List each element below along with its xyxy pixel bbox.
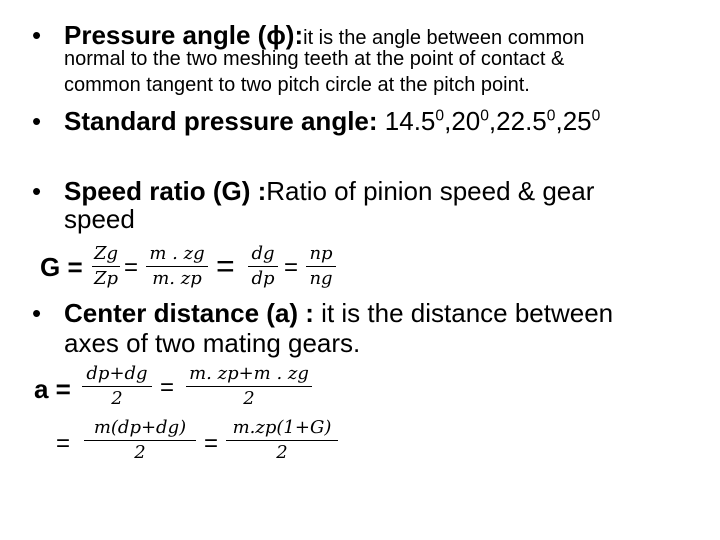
fraction [186, 363, 312, 410]
speed-ratio-term: Speed ratio (G) : [64, 176, 267, 206]
bullet-marker: • [32, 298, 42, 328]
speed-ratio-def-2: speed [64, 204, 135, 234]
equals-sign: = [124, 254, 139, 281]
fraction [248, 243, 278, 290]
fraction [84, 417, 196, 464]
numerator: np [309, 243, 333, 264]
angle-value: 25 [562, 106, 592, 136]
angle-value: 22.5 [496, 106, 547, 136]
fraction [92, 243, 120, 290]
pressure-angle-def-2: normal to the two meshing teeth at the point of contact & [64, 48, 565, 70]
numerator: m(dp+dg) [93, 417, 187, 438]
degree-superscript: 0 [435, 107, 445, 125]
speed-ratio-def-1: Ratio of pinion speed & gear [266, 176, 595, 206]
numerator: dp+dg [86, 363, 148, 384]
denominator: Zp [93, 268, 119, 289]
degree-superscript: 0 [591, 107, 601, 125]
fraction [146, 243, 208, 290]
pressure-angle-line1 [64, 20, 584, 51]
speed-ratio-line1 [64, 176, 594, 207]
fraction-bar [306, 266, 336, 267]
numerator: Zg [93, 243, 119, 264]
equals-sign: = [216, 248, 235, 284]
equals-sign: = [204, 430, 219, 457]
fraction-bar [92, 266, 120, 267]
fraction-bar [248, 266, 278, 267]
numerator: m . zg [149, 243, 205, 264]
separator: , [444, 106, 452, 136]
numerator: m. zp+m . zg [189, 363, 309, 384]
degree-superscript: 0 [480, 107, 489, 125]
fraction-bar [84, 440, 196, 441]
fraction-bar [226, 440, 338, 441]
equals-sign: = [160, 374, 175, 401]
center-distance-def-2: axes of two mating gears. [64, 328, 361, 358]
pressure-angle-def-3: common tangent to two pitch circle at the pitch point. [64, 74, 530, 96]
center-distance-line1 [64, 298, 613, 329]
numerator: dg [251, 243, 275, 264]
separator: , [488, 106, 497, 136]
degree-superscript: 0 [546, 107, 556, 125]
separator: , [555, 106, 563, 136]
denominator: 2 [111, 388, 123, 409]
numerator: m.zp(1+G) [232, 417, 332, 438]
pressure-angle-def-1: it is the angle between common [303, 27, 585, 49]
equals-sign: = [56, 430, 71, 457]
pressure-angle-term: Pressure angle (ϕ): [64, 20, 304, 50]
center-distance-term: Center distance (a) : [64, 298, 314, 328]
bullet-marker: • [32, 176, 42, 206]
center-distance-def-1: it is the distance between [313, 298, 614, 328]
formula-g-lhs: G = [40, 252, 83, 282]
bullet-marker: • [32, 20, 42, 50]
fraction [82, 363, 152, 410]
denominator: ng [309, 268, 333, 289]
denominator: m. zp [152, 268, 202, 289]
denominator: 2 [276, 442, 288, 463]
angle-value: 14.5 [384, 106, 436, 136]
bullet-marker: • [32, 106, 42, 136]
standard-pressure-angle-line [64, 106, 600, 137]
denominator: 2 [134, 442, 146, 463]
fraction [226, 417, 338, 464]
fraction-bar [82, 386, 152, 387]
formula-a-lhs: a = [34, 374, 71, 404]
fraction-bar [186, 386, 312, 387]
angle-value: 20 [451, 106, 481, 136]
standard-pressure-angle-term: Standard pressure angle: [64, 106, 378, 136]
fraction [306, 243, 336, 290]
fraction-bar [146, 266, 208, 267]
denominator: 2 [243, 388, 255, 409]
denominator: dp [251, 268, 275, 289]
equals-sign: = [284, 254, 299, 281]
